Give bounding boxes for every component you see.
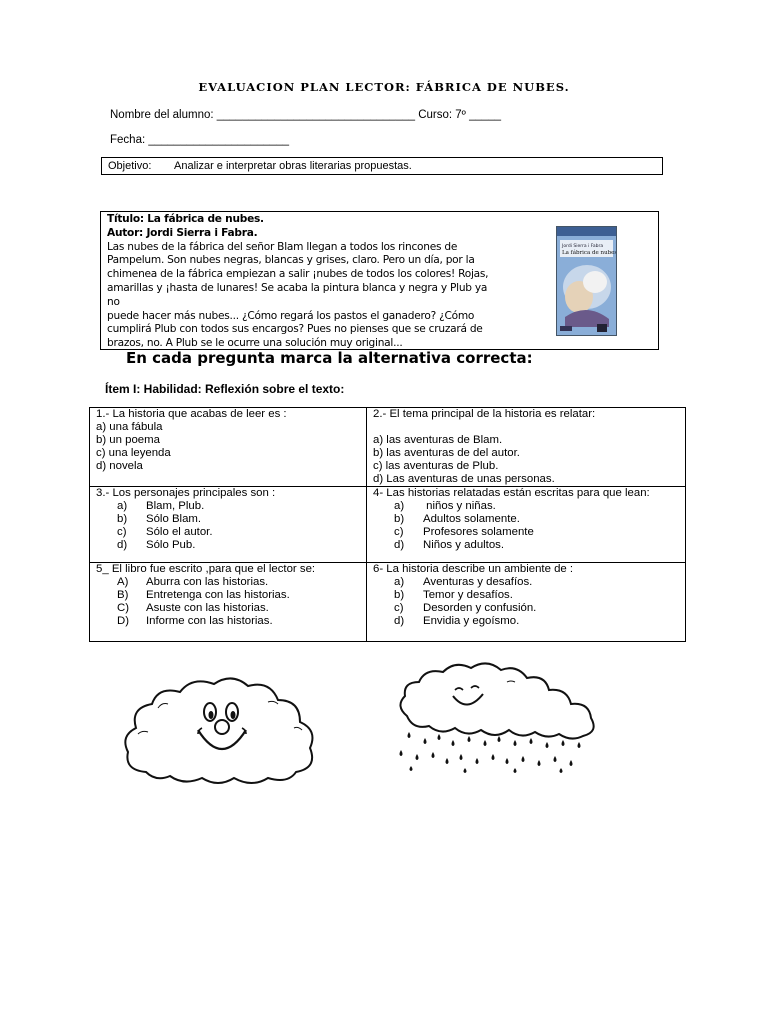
option-b[interactable]: b) las aventuras de del autor.	[373, 447, 520, 459]
question-text: 3.- Los personajes principales son :	[96, 487, 276, 499]
option-text: Desorden y confusión.	[423, 602, 537, 614]
date-field[interactable]: Fecha: ______________________	[110, 134, 290, 146]
option-text: Aventuras y desafíos.	[423, 576, 533, 588]
option-c[interactable]	[373, 602, 679, 615]
title-label: Título:	[107, 213, 144, 225]
instruction-heading: En cada pregunta marca la alternativa correcta:	[126, 349, 533, 367]
option-c[interactable]: c) las aventuras de Plub.	[373, 460, 499, 472]
student-name-field[interactable]: Nombre del alumno: _______________________________ Curso: 7º _____	[110, 109, 502, 121]
summary-line: puede hacer más nubes... ¿Cómo regará los pastos el ganadero? ¿Cómo	[107, 309, 475, 322]
option-text: Niños y adultos.	[423, 539, 505, 551]
option-c[interactable]	[373, 526, 679, 539]
option-text: Aburra con las historias.	[146, 576, 269, 588]
author-value: Jordi Sierra i Fabra.	[143, 226, 258, 239]
summary-line: chimenea de la fábrica empiezan a salir ¡nubes de todos los colores! Rojas,	[107, 268, 489, 281]
summary-line: Las nubes de la fábrica del señor Blam llegan a todos los rincones de	[107, 240, 458, 253]
objective-text: Analizar e interpretar obras literarias propuestas.	[174, 160, 412, 172]
happy-cloud-icon	[118, 672, 328, 787]
option-letter: d)	[394, 615, 405, 627]
option-letter: b)	[394, 513, 405, 525]
question-text: 2.- El tema principal de la historia es relatar:	[373, 408, 596, 420]
option-a[interactable]	[373, 576, 679, 589]
summary-line: amarillas y ¡hasta de lunares! Se acaba la pintura blanca y negra y Plub ya no	[107, 281, 488, 308]
option-b[interactable]	[373, 589, 679, 602]
option-letter: c)	[394, 602, 404, 614]
option-text: Asuste con las historias.	[146, 602, 269, 614]
questions-table	[89, 407, 686, 642]
question-6	[367, 563, 686, 642]
option-text: niños y niñas.	[423, 500, 496, 512]
option-text: Sólo el autor.	[146, 526, 213, 538]
summary-text	[107, 213, 502, 351]
option-a[interactable]	[373, 500, 679, 513]
question-3	[90, 487, 367, 563]
option-text: Adultos solamente.	[423, 513, 520, 525]
item-heading: Ítem I: Habilidad: Reflexión sobre el texto:	[105, 382, 345, 396]
option-text: Temor y desafíos.	[423, 589, 513, 601]
book-cover-art	[557, 227, 616, 335]
option-d[interactable]: d) Las aventuras de unas personas.	[373, 473, 555, 485]
book-summary-box	[100, 211, 659, 350]
option-letter: a)	[394, 500, 405, 512]
summary-line: cumplirá Plub con todos sus encargos? Pues no pienses que se cruzará de	[107, 323, 483, 336]
option-d[interactable]	[373, 539, 679, 552]
option-a[interactable]: a) una fábula	[96, 421, 163, 433]
option-letter: d)	[117, 539, 128, 551]
option-letter: a)	[394, 576, 405, 588]
author-label: Autor:	[107, 226, 144, 239]
option-d[interactable]	[96, 615, 360, 628]
option-text: Sólo Pub.	[146, 539, 196, 551]
question-5	[90, 563, 367, 642]
objective-box	[101, 157, 663, 175]
page-title: EVALUACION PLAN LECTOR: FÁBRICA DE NUBES.	[198, 80, 570, 94]
option-d[interactable]	[373, 615, 679, 628]
option-a[interactable]	[96, 576, 360, 589]
option-c[interactable]: c) una leyenda	[96, 447, 171, 459]
question-text: 1.- La historia que acabas de leer es :	[96, 408, 287, 420]
raindrops	[400, 732, 581, 773]
question-text: 6- La historia describe un ambiente de :	[373, 563, 574, 575]
option-letter: A)	[117, 576, 129, 588]
summary-line: Pampelum. Son nubes negras, blancas y grises, claro. Pero un día, por la	[107, 254, 475, 267]
book-author: Jordi Sierra i Fabra	[562, 244, 604, 249]
option-letter: d)	[394, 539, 405, 551]
option-letter: B)	[117, 589, 129, 601]
option-c[interactable]	[96, 602, 360, 615]
question-2	[367, 408, 686, 487]
option-a[interactable]: a) las aventuras de Blam.	[373, 434, 503, 446]
option-letter: b)	[394, 589, 405, 601]
option-letter: D)	[117, 615, 130, 627]
option-text: Blam, Plub.	[146, 500, 205, 512]
option-b[interactable]	[373, 513, 679, 526]
question-text: 5_ El libro fue escrito ,para que el lector se:	[96, 563, 316, 575]
option-text: Entretenga con las historias.	[146, 589, 290, 601]
option-b[interactable]	[96, 513, 360, 526]
option-letter: a)	[117, 500, 128, 512]
question-text: 4- Las historias relatadas están escritas para que lean:	[373, 487, 650, 499]
book-cover-image	[556, 226, 617, 336]
option-b[interactable]: b) un poema	[96, 434, 160, 446]
option-text: Sólo Blam.	[146, 513, 202, 525]
question-1	[90, 408, 367, 487]
option-d[interactable]	[96, 539, 360, 552]
option-letter: c)	[117, 526, 127, 538]
option-letter: c)	[394, 526, 404, 538]
option-text: Envidia y egoísmo.	[423, 615, 520, 627]
option-text: Profesores solamente	[423, 526, 534, 538]
title-value: La fábrica de nubes.	[143, 213, 264, 225]
objective-label: Objetivo:	[108, 160, 152, 172]
option-letter: C)	[117, 602, 130, 614]
option-c[interactable]	[96, 526, 360, 539]
question-4	[367, 487, 686, 563]
book-title: La fábrica de nubes	[562, 250, 616, 256]
option-a[interactable]	[96, 500, 360, 513]
option-text: Informe con las historias.	[146, 615, 273, 627]
option-b[interactable]	[96, 589, 360, 602]
option-d[interactable]: d) novela	[96, 460, 143, 472]
rain-cloud-icon	[395, 660, 610, 775]
option-letter: b)	[117, 513, 128, 525]
summary-line: brazos, no. A Plub se le ocurre una solución muy original...	[107, 337, 403, 350]
